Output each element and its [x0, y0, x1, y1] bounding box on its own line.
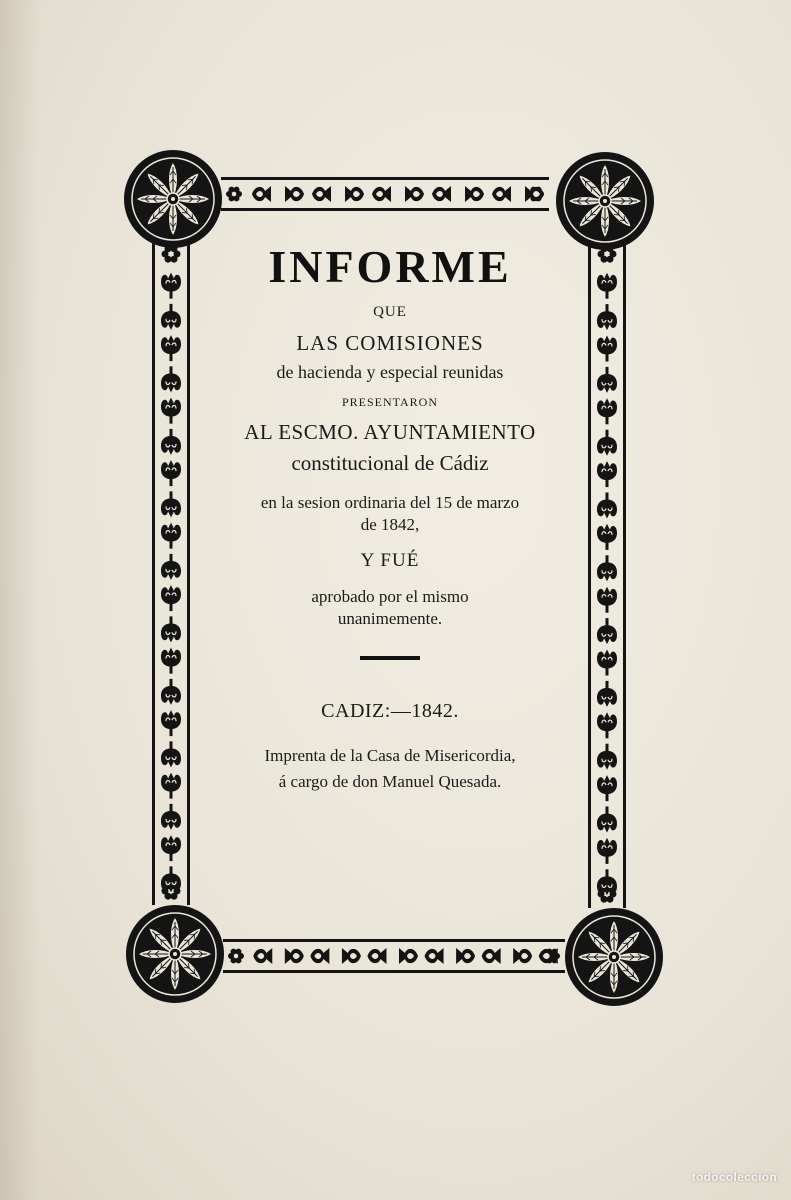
line-sesion-1: en la sesion ordinaria del 15 de marzo	[260, 493, 520, 512]
line-constitucional: constitucional de Cádiz	[291, 451, 489, 475]
line-hacienda: de hacienda y especial reunidas	[276, 362, 504, 382]
line-sesion	[200, 492, 580, 536]
line-ayuntamiento: AL ESCMO. AYUNTAMIENTO	[244, 420, 536, 444]
rosette-ornament	[129, 908, 221, 1000]
ornamental-border-top	[220, 174, 550, 214]
line-presentaron: PRESENTARON	[341, 395, 439, 409]
imprint-printer	[200, 743, 580, 795]
rosette-ornament	[568, 911, 660, 1003]
site-watermark: todocoleccion	[691, 1170, 777, 1184]
rosette-ornament	[559, 155, 651, 247]
corner-rosette-bottom-right	[565, 908, 663, 1006]
imprint-printer-2: á cargo de don Manuel Quesada.	[278, 772, 502, 791]
corner-rosette-top-left	[124, 150, 222, 248]
line-sesion-2: de 1842,	[360, 515, 420, 534]
corner-rosette-bottom-left	[126, 905, 224, 1003]
corner-rosette-top-right	[556, 152, 654, 250]
decorative-rule	[360, 656, 420, 660]
line-aprobado	[200, 586, 580, 630]
line-comisiones: LAS COMISIONES	[296, 331, 484, 355]
rosette-ornament	[127, 153, 219, 245]
ornamental-border-right	[586, 240, 628, 908]
line-aprobado-2: unanimemente.	[337, 609, 443, 628]
line-fue: Y FUÉ	[360, 550, 420, 571]
ornamental-border-left	[150, 240, 192, 905]
line-que: QUE	[373, 304, 407, 320]
imprint-printer-1: Imprenta de la Casa de Misericordia,	[264, 746, 516, 765]
imprint-place-date: CADIZ:—1842.	[321, 700, 459, 722]
ornamental-border-bottom	[222, 936, 566, 976]
line-aprobado-1: aprobado por el mismo	[311, 587, 469, 606]
document-title: INFORME	[268, 241, 512, 292]
title-text-block	[200, 240, 580, 795]
